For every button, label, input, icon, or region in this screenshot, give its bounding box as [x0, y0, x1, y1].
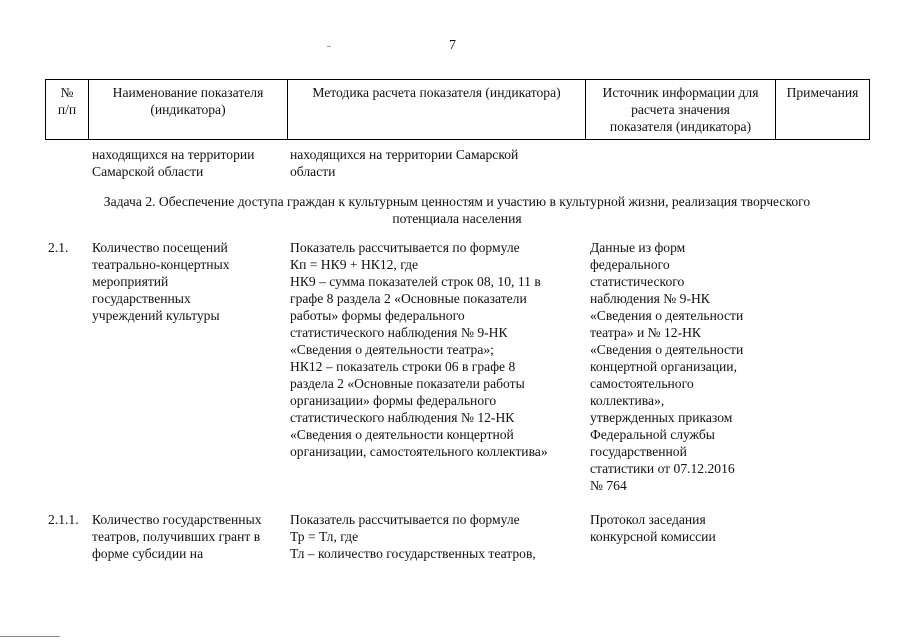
task-heading: Задача 2. Обеспечение доступа граждан к культурным ценностям и участию в культурной жизни, реализация творческого потенциала населения — [103, 194, 811, 226]
col-name-header: Наименование показателя (индикатора) — [89, 80, 288, 140]
col-source-header: Источник информации для расчета значения показателя (индикатора) — [586, 80, 776, 140]
row-indicator-name: Количество государственных театров, получивших грант в форме субсидии на — [92, 512, 262, 561]
table-header-row — [46, 80, 870, 140]
row-calculation-method: Показатель рассчитывается по формуле Кп = НК9 + НК12, где НК9 – сумма показателей строк 08, 10, 11 в графе 8 раздела 2 «Основные показатели работы» формы федерального статистического наблюдения № 9-НК «Сведения о деятельности театра»; НК12 – показатель строки 06 в графе 8 раздела 2 «Основные показатели работы организации» формы федерального статистического наблюдения № 12-НК «Сведения о деятельности концертной организации, самостоятельного коллектива» — [290, 240, 548, 459]
scan-edge-line — [0, 636, 60, 637]
continuation-method: находящихся на территории Самарской области — [290, 147, 519, 179]
col-method-header: Методика расчета показателя (индикатора) — [288, 80, 586, 140]
row-indicator-name: Количество посещений театрально-концертных мероприятий государственных учреждений культуры — [92, 240, 230, 323]
continuation-name: находящихся на территории Самарской области — [92, 147, 255, 179]
row-information-source: Протокол заседания конкурсной комиссии — [590, 512, 716, 544]
table-header — [45, 79, 870, 140]
row-calculation-method: Показатель рассчитывается по формуле Тр = Тл, где Тл – количество государственных театров, — [290, 512, 536, 561]
row-number: 2.1. — [48, 240, 69, 255]
col-notes-header: Примечания — [776, 80, 870, 140]
row-information-source: Данные из форм федерального статистического наблюдения № 9-НК «Сведения о деятельности театра» и № 12-НК «Сведения о деятельности концертной организации, самостоятельного коллектива», утвержденных приказом Федеральной службы государственной статистики от 07.12.2016 № 764 — [590, 240, 744, 493]
col-no-header: № п/п — [46, 80, 89, 140]
page-number: 7 — [449, 38, 456, 53]
row-number: 2.1.1. — [48, 512, 79, 527]
